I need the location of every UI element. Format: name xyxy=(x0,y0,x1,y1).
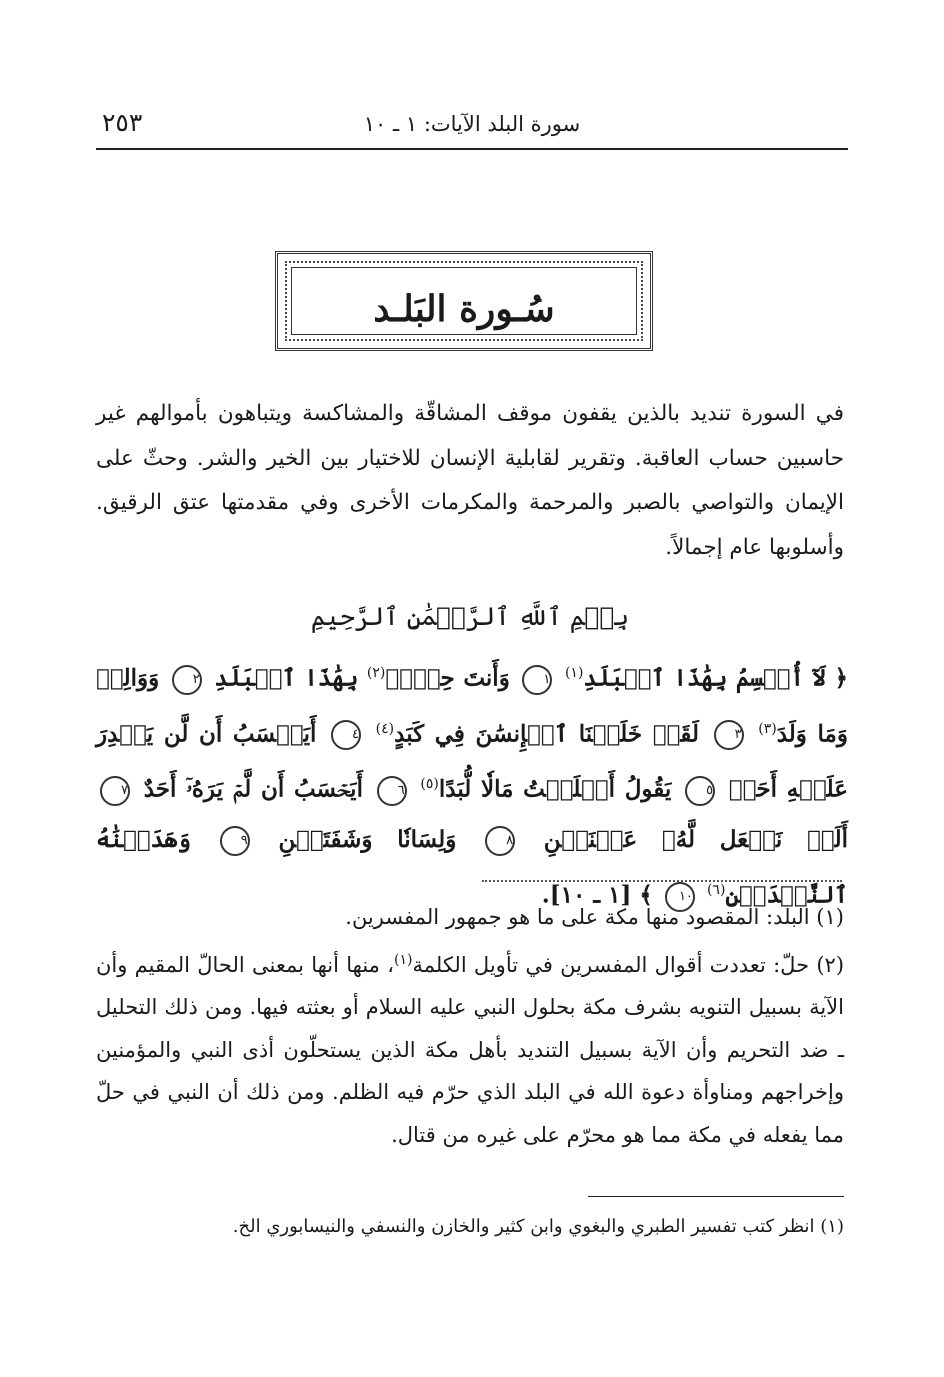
verse-2b-text: بِهَٰذَا ٱلۡبَلَدِ xyxy=(214,664,359,692)
verse-9-text: وَلِسَانٗا وَشَفَتَيۡنِ xyxy=(278,825,457,853)
verse-number-marker: ٣ xyxy=(714,720,744,750)
verse-2a-text: وَأَنتَ حِلُّۢ xyxy=(385,664,510,692)
header-rule xyxy=(96,148,848,150)
footnote-rule xyxy=(588,1196,844,1197)
verse-number-marker: ٨ xyxy=(485,826,515,856)
verse-7-text: أَيَحۡسَبُ أَن لَّمۡ يَرَهُۥٓ أَحَدٌ xyxy=(143,775,363,803)
footnote-ref: (١) xyxy=(564,665,584,681)
running-header xyxy=(96,108,848,142)
running-header-title: سورة البلد الآيات: ١ ـ ١٠ xyxy=(363,112,581,136)
notes-section xyxy=(96,896,844,1156)
verse-8-text: أَلَمۡ نَجۡعَل لَّهُۥ عَيۡنَيۡنِ xyxy=(543,825,848,853)
verse-6-text: يَقُولُ أَهۡلَكۡتُ مَالٗا لُّبَدًا xyxy=(438,775,672,803)
verse-number-marker: ٦ xyxy=(377,776,407,806)
frame-border xyxy=(285,261,643,341)
verse-5-text: أَيَحۡسَبُ أَن لَّن يَقۡدِرَ عَلَيۡهِ أَحَدٞ xyxy=(96,720,848,803)
verse-range: [١ ـ ١٠]. xyxy=(541,881,632,909)
surah-title: سُـورة البَلـد xyxy=(373,288,555,330)
verse-number-marker: ٥ xyxy=(685,776,715,806)
footnote-ref: (٥) xyxy=(420,776,439,793)
surah-introduction: في السورة تنديد بالذين يقفون موقف المشاقّة والمشاكسة ويتباهون بأموالهم غير حاسبين حساب العاقبة. وتقرير لقابلية الإنسان للاختيار بين الخير والشر. وحثّ على الإيمان والتواصي بالصبر والمرحمة والمكرمات الأخرى وفي مقدمتها عتق الرقيق. وأسلوبها عام إجمالاً. xyxy=(96,401,844,560)
footnote-ref: (٣) xyxy=(758,720,777,737)
verse-close-bracket: ﴾ xyxy=(639,881,653,909)
verse-4-text: لَقَدۡ خَلَقۡنَا ٱلۡإِنسَٰنَ فِي كَبَدٍ xyxy=(394,720,699,748)
page-number: ٢٥٣ xyxy=(102,108,143,137)
dotted-separator xyxy=(482,880,842,882)
note-2-body: ، منها أنها بمعنى الحالّ المقيم وأن الآية بسبيل التنويه بشرف مكة بحلول النبي عليه السلام أو بعثته فيها. ومن ذلك التحليل ـ ضد التحريم وأن الآية بسبيل التنديد بأهل مكة الذين يستحلّون أذى النبي والمؤمنين وإخراجهم ومناوأة دعوة الله في البلد الذي حرّم فيه الظلم. ومن ذلك أن النبي في حلّ مما يفعله في مكة مما هو محرّم على غيره من قتال. xyxy=(96,952,844,1147)
verse-number-marker: ١٠ xyxy=(665,882,695,912)
verse-number-marker: ١ xyxy=(522,665,552,695)
footnote-ref: (٦) xyxy=(706,881,726,898)
footnote-ref: (٤) xyxy=(375,720,395,737)
verse-1-text: لَآ أُقۡسِمُ بِهَٰذَا ٱلۡبَلَدِ xyxy=(583,664,826,692)
frame-border-inner xyxy=(291,267,637,335)
note-2 xyxy=(96,939,844,1157)
verse-open-bracket: ﴿ xyxy=(834,664,849,692)
verse-number-marker: ٧ xyxy=(100,776,130,806)
footnote-ref: (١) xyxy=(394,951,413,968)
verse-10-text: وَهَدَيۡنَٰهُ ٱلنَّجۡدَيۡنِ xyxy=(96,825,848,909)
verse-number-marker: ٤ xyxy=(331,720,361,750)
basmala: بِسۡمِ ٱللَّهِ ٱلرَّحۡمَٰنِ ٱلرَّحِيمِ xyxy=(310,602,630,631)
footnote: (١) انظر كتب تفسير الطبري والبغوي وابن كثير والخازن والنسفي والنيسابوري الخ. xyxy=(232,1216,844,1237)
verse-3-text: وَوَالِدٖ وَمَا وَلَدَ xyxy=(96,664,848,748)
surah-title-frame xyxy=(275,251,653,351)
note-1: (١) البلد: المقصود منها مكة على ما هو جمهور المفسرين. xyxy=(345,905,844,929)
verse-number-marker: ٢ xyxy=(172,665,202,695)
note-2-lead: (٢) حلّ: تعددت أقوال المفسرين في تأويل الكلمة xyxy=(412,952,845,977)
verse-number-marker: ٩ xyxy=(220,826,250,856)
footnote-ref: (٢) xyxy=(366,665,386,681)
